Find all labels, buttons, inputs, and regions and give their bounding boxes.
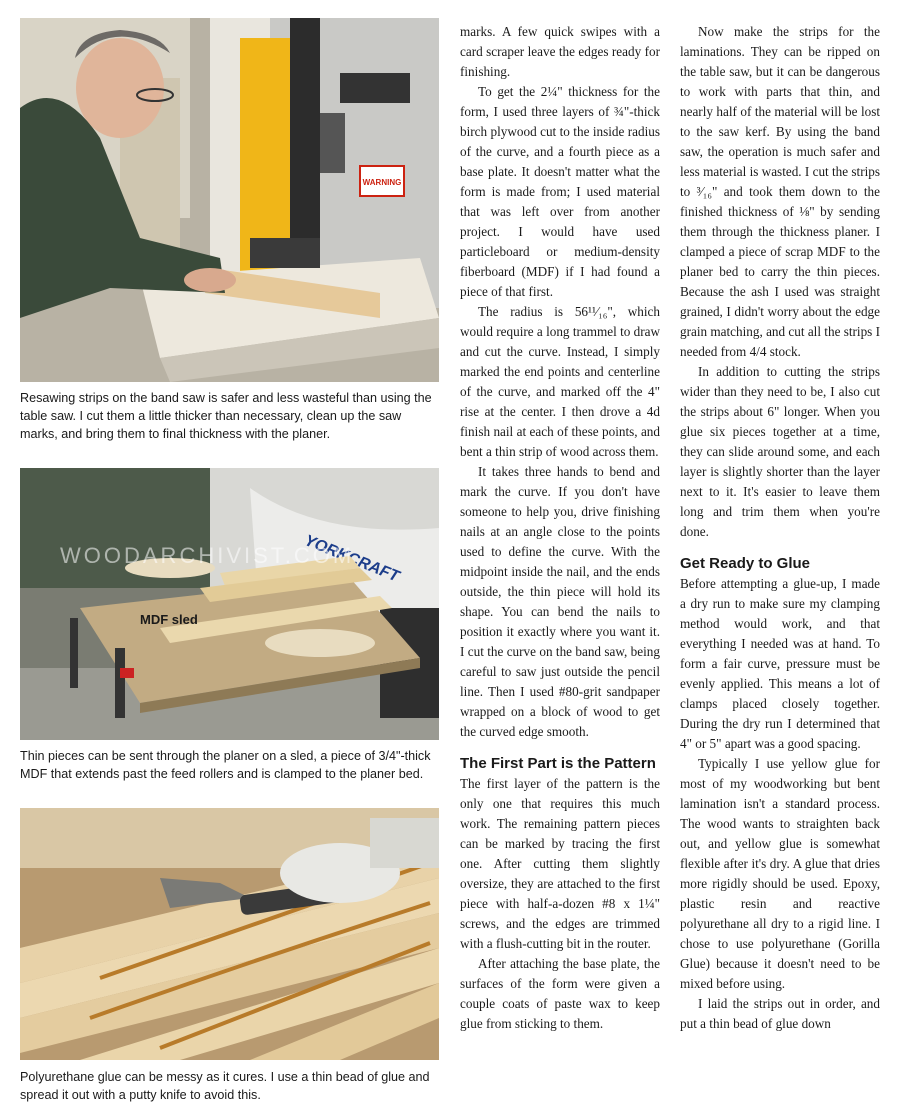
section-heading: The First Part is the Pattern <box>460 755 656 772</box>
band-saw-illustration <box>20 18 439 382</box>
text-column-1 <box>460 22 660 1034</box>
paragraph: I laid the strips out in order, and put a thin bead of glue down <box>680 996 880 1031</box>
paragraph: It takes three hands to bend and mark the curve. If you don't have someone to help you, drive finishing nails at an angle close to the points used to define the curve. With the midpoint inside the nail, and the ends outside, the thin piece will hold its shape. You can bend the nails to position it exactly where you want it. I cut the curve on the band saw, being careful to saw just outside the pencil line. Then I used #80-grit sandpaper wrapped on a block of wood to get the curved edge smooth. <box>460 464 660 739</box>
section-heading: Get Ready to Glue <box>680 555 811 572</box>
paragraph: Typically I use yellow glue for most of my woodworking but bent lamination isn't a standard process. The wood wants to straighten back out, and yellow glue is somewhat flexible after it's dry. A glue that dries more rigidly should be used. Epoxy, plastic resin and reactive polyurethane all dry to a rigid line. I chose to use polyurethane (Gorilla Glue) because it doesn't need to be mixed before using. <box>680 756 880 991</box>
glue-caption: Polyurethane glue can be messy as it cures. I use a thin bead of glue and spread it out with a putty knife to avoid this. <box>20 1070 430 1102</box>
text-column-2 <box>680 22 880 1034</box>
paragraph: The radius is 56¹¹⁄₁₆", which would require a long trammel to draw and cut the curve. Instead, I simply marked the end points and centerline of the curve, and marked off the 4" rise at the center. I then drove a 4d finish nail at each of these points, and bent a thin strip of wood across them. <box>460 304 660 459</box>
paragraph: After attaching the base plate, the surfaces of the form were given a couple coats of paste wax to keep glue from sticking to them. <box>460 956 660 1031</box>
watermark: WOODARCHIVIST.COM <box>60 543 355 568</box>
glue-illustration <box>20 808 439 1060</box>
glue-photo <box>20 808 439 1060</box>
paragraph: Before attempting a glue-up, I made a dry run to make sure my clamping method would work, and that everything I needed was at hand. To form a fair curve, pressure must be evenly applied. This means a lot of clamps placed closely together. During the dry run I determined that 4" or 5" apart was a good spacing. <box>680 576 880 751</box>
mdf-sled-label: MDF sled <box>140 612 198 627</box>
planer-illustration <box>20 468 439 740</box>
paragraph: marks. A few quick swipes with a card scraper leave the edges ready for finishing. <box>460 24 660 79</box>
band-saw-photo <box>20 18 439 382</box>
warning-sign: WARNING <box>362 178 402 187</box>
band-saw-caption: Resawing strips on the band saw is safer and less wasteful than using the table saw. I cut them a little thicker than necessary, clean up the saw marks, and bring them to final thickness with the planer. <box>20 391 432 441</box>
paragraph: The first layer of the pattern is the only one that requires this much work. The remaining pattern pieces can be marked by tracing the first one. After cutting them slightly oversize, they are attached to the first piece with half-a-dozen #8 x 1¼" screws, and the edges are trimmed with a flush-cutting bit in the router. <box>460 776 660 951</box>
planer-caption: Thin pieces can be sent through the planer on a sled, a piece of 3/4"-thick MDF that extends past the feed rollers and is clamped to the planer bed. <box>20 749 431 781</box>
planer-photo <box>20 468 439 740</box>
paragraph: Now make the strips for the laminations. They can be ripped on the table saw, but it can be dangerous to work with parts that thin, and nearly half of the material will be lost to the saw kerf. By using the band saw, the operation is much safer and less material is wasted. I cut the strips to ³⁄₁₆" and took them down to the finished thickness of ⅛" by sending them through the thickness planer. I clamped a piece of scrap MDF to the planer bed to carry the thin pieces. Because the ash I used was straight grained, I didn't worry about the edge grain matching, and cut all the strips I needed from 4/4 stock. <box>680 24 880 359</box>
paragraph: In addition to cutting the strips wider than they need to be, I also cut the strips about 6" longer. When you glue six pieces together at a time, they can slide around some, and each layer is slightly shorter than the layer next to it. It's easier to leave them long and trim them when you're done. <box>680 364 880 539</box>
paragraph: To get the 2¼" thickness for the form, I used three layers of ¾"-thick birch plywood cut to the inside radius of the curve, and a fourth piece as a base plate. It doesn't matter what the form is made from; I used material that was left over from another project. I would have used particleboard or medium-density fiberboard (MDF) if I had found a piece of that first. <box>460 84 660 299</box>
